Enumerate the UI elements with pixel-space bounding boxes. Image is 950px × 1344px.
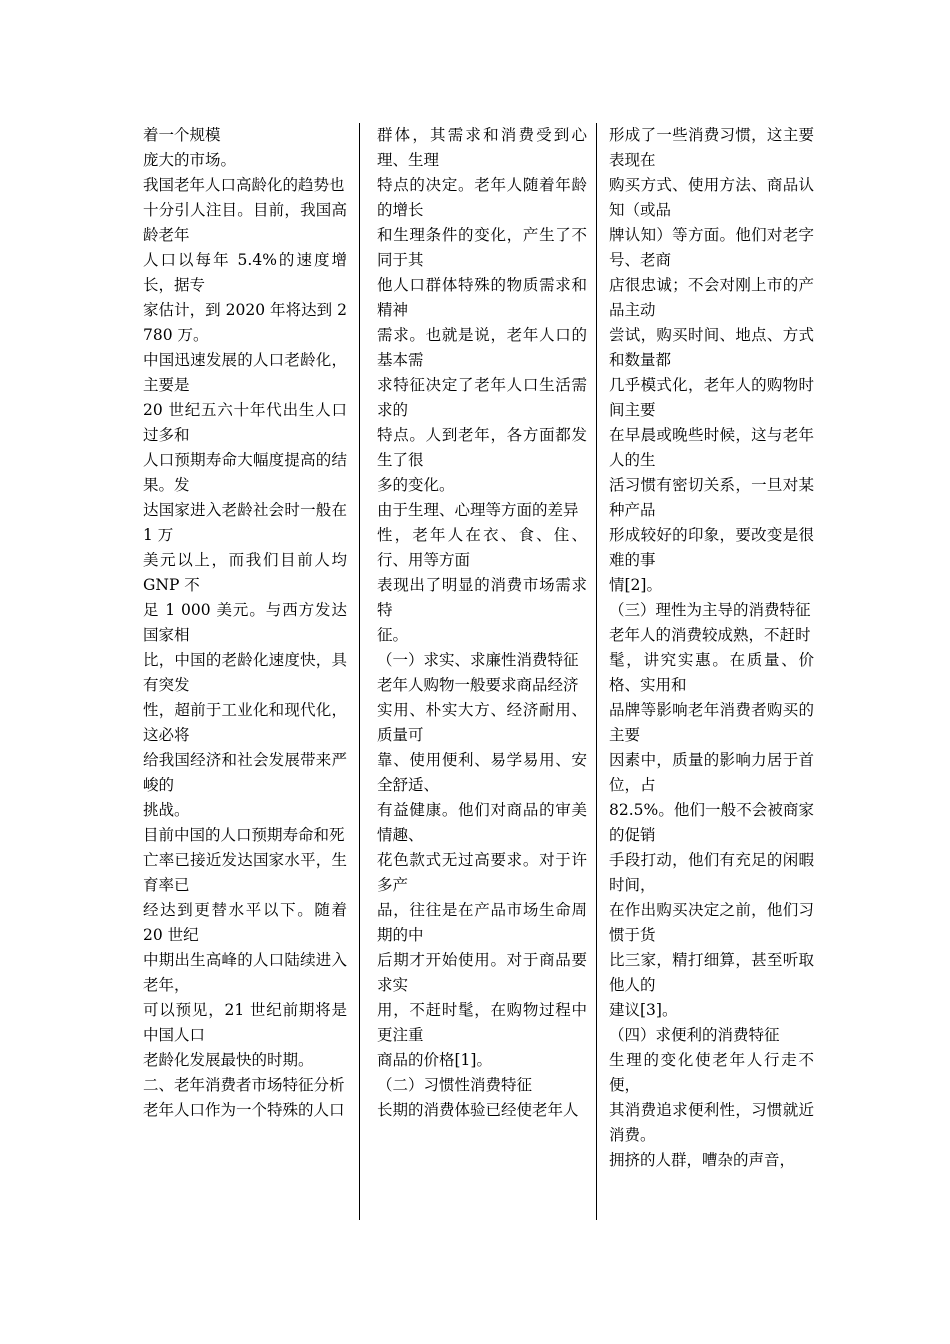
text-column-2 <box>377 123 587 1123</box>
text-line: 我国老年人口高龄化的趋势也 <box>143 176 345 194</box>
text-line: 可以预见，21 世纪前期将是中国人口 <box>143 1001 347 1044</box>
text-line: 人口预期寿命大幅度提高的结果。发 <box>143 451 347 494</box>
text-line: 后期才开始使用。对于商品要求实 <box>377 951 587 994</box>
text-line: 比三家，精打细算，甚至听取他人的 <box>609 951 814 994</box>
text-line: 家估计，到 2020 年将达到 2 780 万。 <box>143 301 347 344</box>
text-line: 多的变化。 <box>377 476 455 494</box>
text-line: 征。 <box>377 626 409 644</box>
text-line: 老年人购物一般要求商品经济 <box>377 676 579 694</box>
text-line: 庞大的市场。 <box>143 151 237 169</box>
text-line: 亡率已接近发达国家水平，生育率已 <box>143 851 347 894</box>
text-column-1 <box>143 123 347 1123</box>
text-line: 尝试，购买时间、地点、方式和数量都 <box>609 326 814 369</box>
text-line: 他人口群体特殊的物质需求和精神 <box>377 276 587 319</box>
text-line: 由于生理、心理等方面的差异 <box>377 501 579 519</box>
text-line: 购买方式、使用方法、商品认知（或品 <box>609 176 814 219</box>
text-line: 品，往往是在产品市场生命周期的中 <box>377 901 587 944</box>
text-line: 有益健康。他们对商品的审美情趣、 <box>377 801 587 844</box>
text-line: 中国迅速发展的人口老龄化，主要是 <box>143 351 347 394</box>
text-line: 经达到更替水平以下。随着 20 世纪 <box>143 901 347 944</box>
text-line: 老年人的消费较成熟，不赶时 <box>609 626 811 644</box>
subsection-heading: （三）理性为主导的消费特征 <box>609 601 811 619</box>
text-line: 比，中国的老龄化速度快，具有突发 <box>143 651 347 694</box>
column-divider-1 <box>359 123 360 1220</box>
text-line: 手段打动，他们有充足的闲暇时间， <box>609 851 814 894</box>
text-line: 目前中国的人口预期寿命和死 <box>143 826 345 844</box>
text-line: 情[2]。 <box>609 576 662 594</box>
text-line: 需求。也就是说，老年人口的基本需 <box>377 326 587 369</box>
text-line: 用，不赶时髦，在购物过程中更注重 <box>377 1001 587 1044</box>
text-line: 和生理条件的变化，产生了不同于其 <box>377 226 587 269</box>
text-line: 长期的消费体验已经使老年人 <box>377 1101 579 1119</box>
text-line: 花色款式无过高要求。对于许多产 <box>377 851 587 894</box>
text-line: 82.5%。他们一般不会被商家的促销 <box>609 801 814 844</box>
text-line: 店很忠诚；不会对刚上市的产品主动 <box>609 276 814 319</box>
text-line: 生理的变化使老年人行走不便， <box>609 1051 814 1094</box>
text-column-3 <box>609 123 814 1173</box>
text-line: 给我国经济和社会发展带来严峻的 <box>143 751 347 794</box>
subsection-heading: （四）求便利的消费特征 <box>609 1026 780 1044</box>
text-line: 拥挤的人群，嘈杂的声音， <box>609 1151 796 1169</box>
column-divider-2 <box>596 123 597 1220</box>
text-line: 靠、使用便利、易学易用、安全舒适、 <box>377 751 587 794</box>
text-line: 形成了一些消费习惯，这主要表现在 <box>609 126 814 169</box>
text-line: 着一个规模 <box>143 126 221 144</box>
text-line: 老龄化发展最快的时期。 <box>143 1051 314 1069</box>
text-line: 特点的决定。老年人随着年龄的增长 <box>377 176 587 219</box>
text-line: 在早晨或晚些时候，这与老年人的生 <box>609 426 814 469</box>
subsection-heading: （二）习惯性消费特征 <box>377 1076 533 1094</box>
text-line: 髦，讲究实惠。在质量、价格、实用和 <box>609 651 814 694</box>
text-line: 美元以上，而我们目前人均 GNP 不 <box>143 551 347 594</box>
text-line: 老年人口作为一个特殊的人口 <box>143 1101 345 1119</box>
text-line: 挑战。 <box>143 801 190 819</box>
text-line: 群体，其需求和消费受到心理、生理 <box>377 126 587 169</box>
text-line: 形成较好的印象，要改变是很难的事 <box>609 526 814 569</box>
text-line: 实用、朴实大方、经济耐用、质量可 <box>377 701 587 744</box>
text-line: 达国家进入老龄社会时一般在 1 万 <box>143 501 347 544</box>
text-line: 牌认知）等方面。他们对老字号、老商 <box>609 226 814 269</box>
text-line: 性，老年人在衣、食、住、行、用等方面 <box>377 526 587 569</box>
text-line: 人口以每年 5.4%的速度增长，据专 <box>143 251 347 294</box>
text-line: 活习惯有密切关系，一旦对某种产品 <box>609 476 814 519</box>
text-line: 足 1 000 美元。与西方发达国家相 <box>143 601 347 644</box>
text-line: 表现出了明显的消费市场需求特 <box>377 576 587 619</box>
text-line: 20 世纪五六十年代出生人口过多和 <box>143 401 347 444</box>
text-line: 建议[3]。 <box>609 1001 678 1019</box>
text-line: 中期出生高峰的人口陆续进入老年， <box>143 951 347 994</box>
text-line: 其消费追求便利性，习惯就近消费。 <box>609 1101 814 1144</box>
subsection-heading: （一）求实、求廉性消费特征 <box>377 651 579 669</box>
text-line: 在作出购买决定之前，他们习惯于货 <box>609 901 814 944</box>
text-line: 十分引人注目。目前，我国高龄老年 <box>143 201 347 244</box>
section-heading: 二、老年消费者市场特征分析 <box>143 1076 345 1094</box>
text-line: 求特征决定了老年人口生活需求的 <box>377 376 587 419</box>
text-line: 商品的价格[1]。 <box>377 1051 492 1069</box>
text-line: 几乎模式化，老年人的购物时间主要 <box>609 376 814 419</box>
text-line: 因素中，质量的影响力居于首位，占 <box>609 751 814 794</box>
text-line: 特点。人到老年，各方面都发生了很 <box>377 426 587 469</box>
text-line: 品牌等影响老年消费者购买的主要 <box>609 701 814 744</box>
text-line: 性，超前于工业化和现代化，这必将 <box>143 701 347 744</box>
